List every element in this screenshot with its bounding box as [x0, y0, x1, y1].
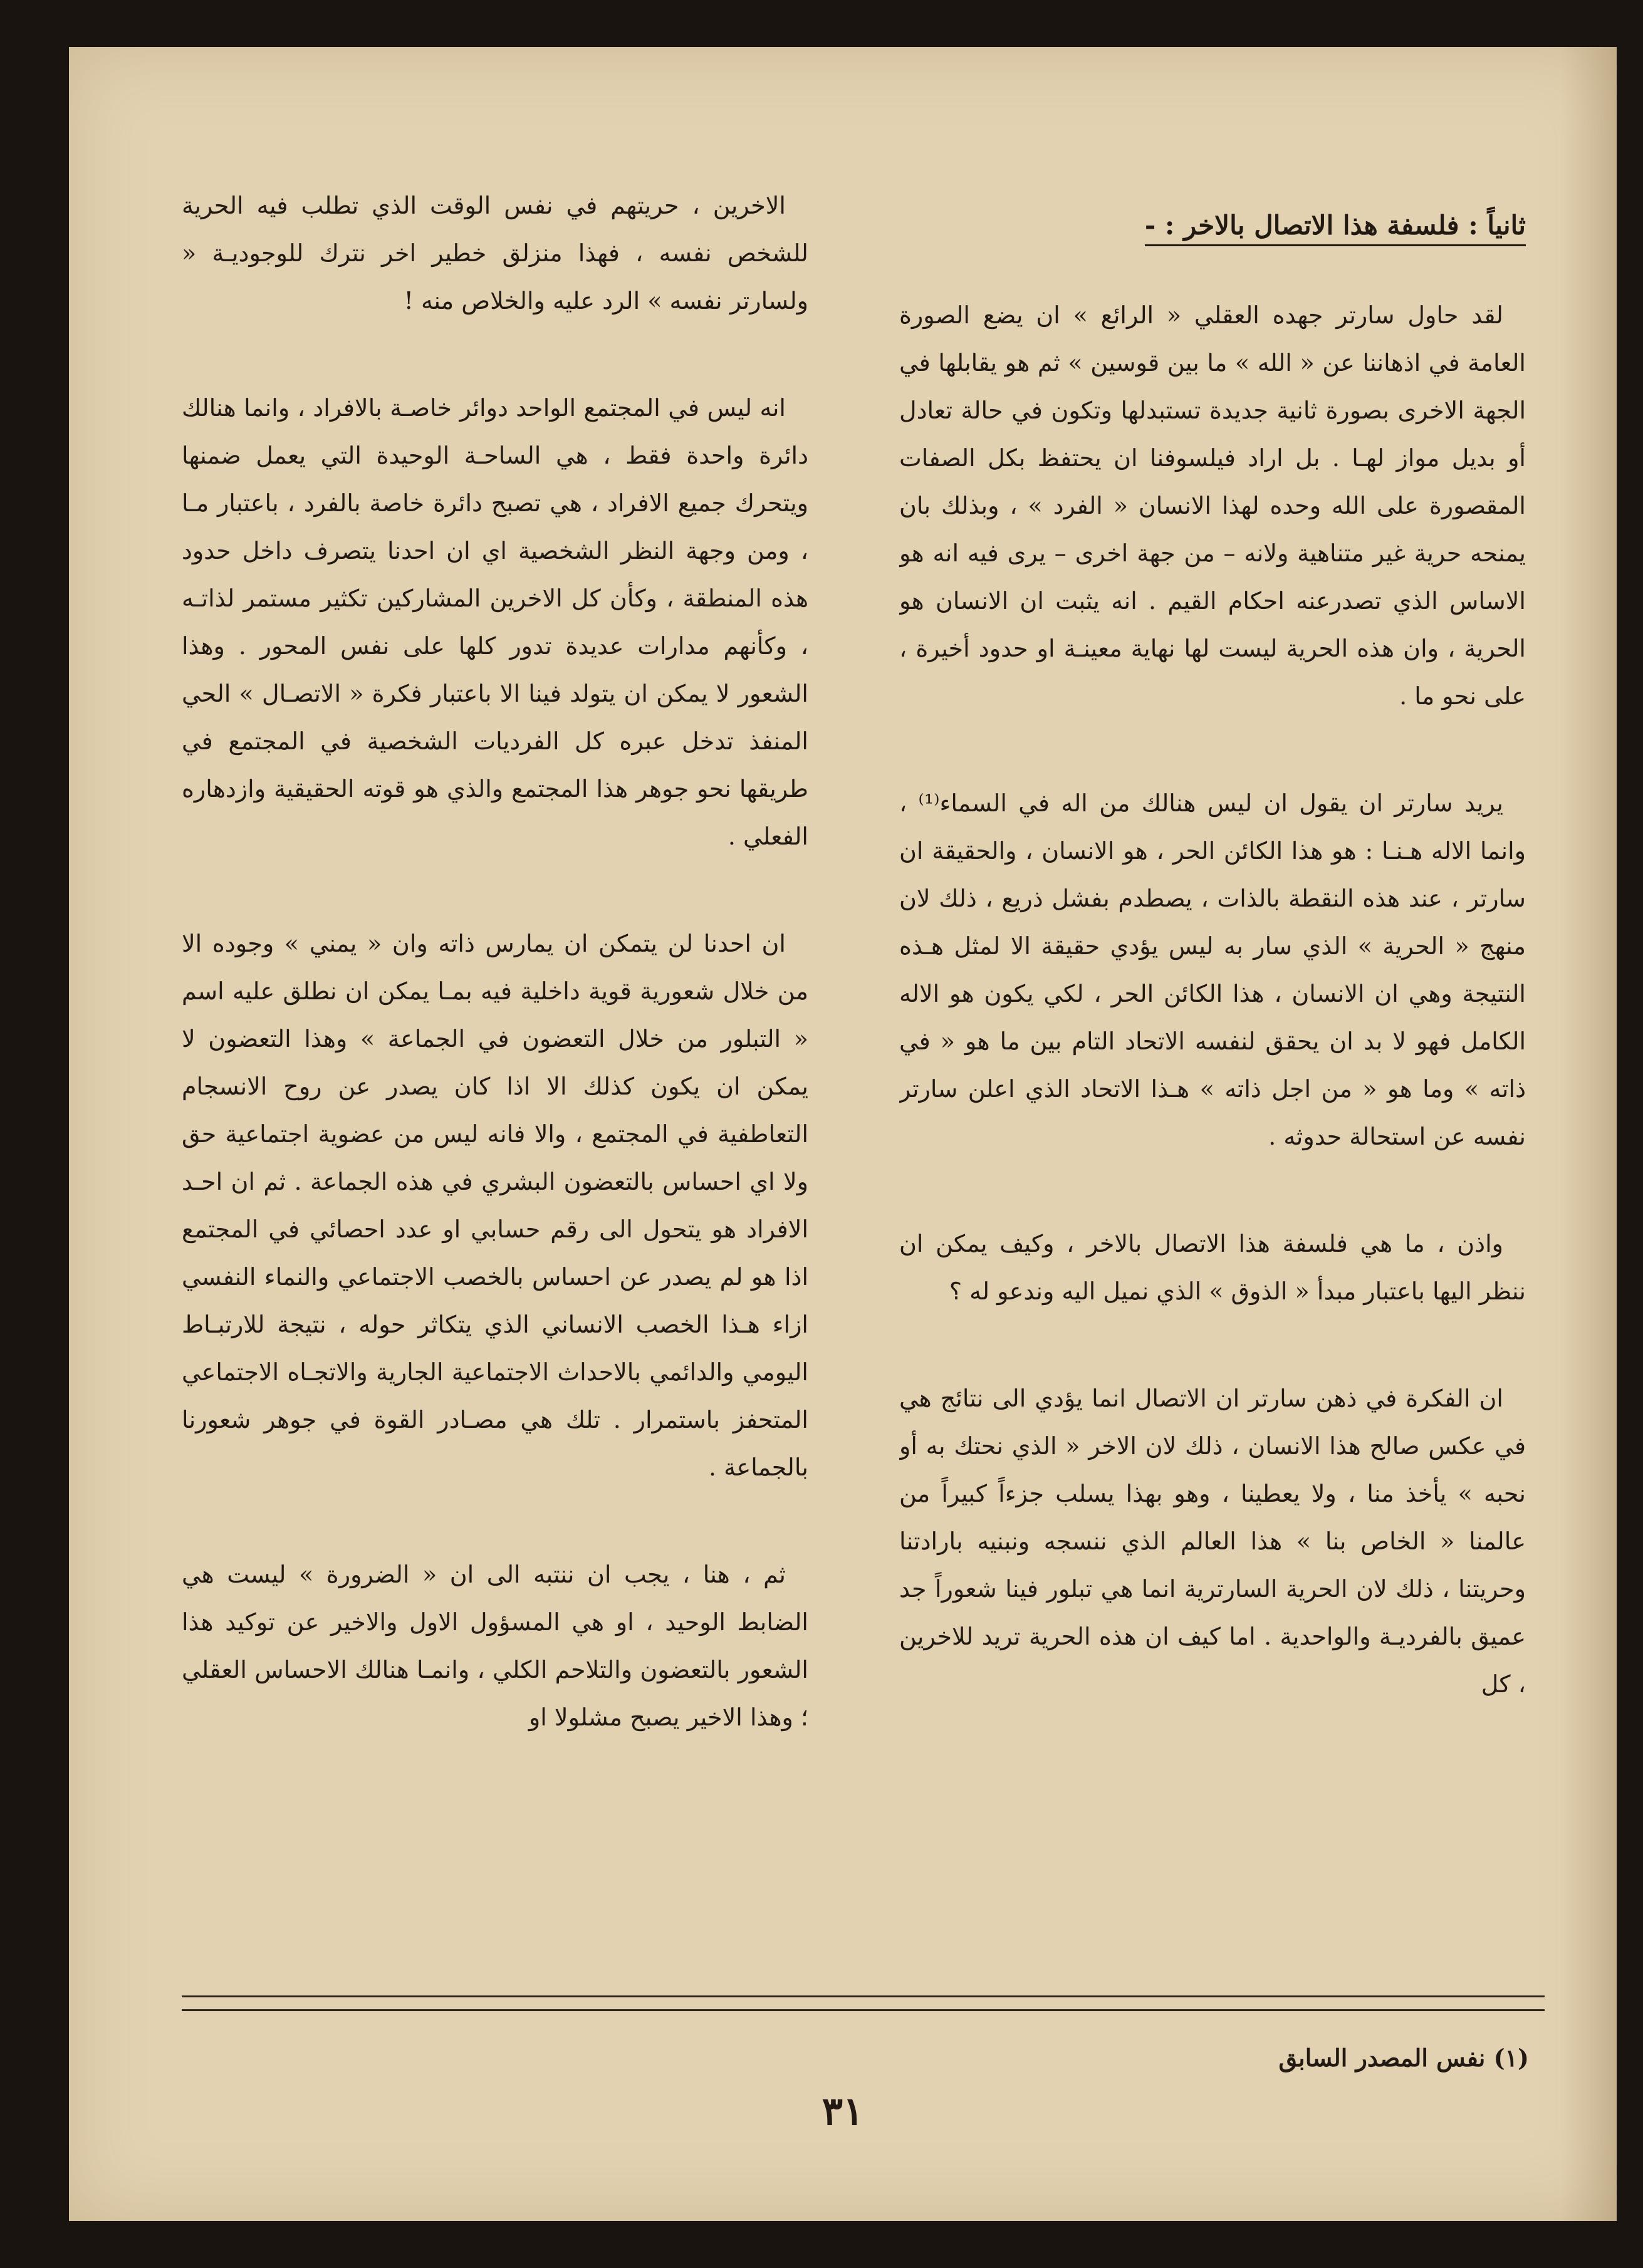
paragraph: لقد حاول سارتر جهده العقلي « الرائع » ان يضع الصورة العامة في اذهاننا عن « الله » ما بين قوسين » ثم هو يقابلها في الجهة الاخرى بصورة ثانية جديدة تستبدلها وتكون في حالة تعادل أو بديل مواز لهـا . بل اراد فيلسوفنا ان يحتفظ بكل الصفات المقصورة على الله وحده لهذا الانسان « الفرد » ، وبذلك بان يمنحه حرية غير متناهية ولانه – من جهة اخرى – يرى فيه انه هو الاساس الذي تصدرعنه احكام القيم . انه يثبت ان الانسان هو الحرية ، وان هذه الحرية ليست لها نهاية معينـة او حدود أخيرة ، على نحو ما .	[899, 301, 1526, 710]
paragraph: يريد سارتر ان يقول ان ليس هنالك من اله في السماء⁽¹⁾ ، وانما الاله هـنـا : هو هذا الكائن الحر ، هو الانسان ، والحقيقة ان سارتر ، عند هذه النقطة بالذات ، يصطدم بفشل ذريع ، ذلك لان منهج « الحرية » الذي سار به ليس يؤدي حقيقة الا لمثل هـذه النتيجة وهي ان الانسان ، هذا الكائن الحر ، لكي يكون هو الاله الكامل فهو لا بد ان يحقق لنفسه الاتحاد التام بين ما هو « في ذاته » وما هو « من اجل ذاته » هـذا الاتحاد الذي اعلن سارتر نفسه عن استحالة حدوثه .	[899, 789, 1526, 1150]
paragraph: انه ليس في المجتمع الواحد دوائر خاصـة بالافراد ، وانما هنالك دائرة واحدة فقط ، هي الساحـة الوحيدة التي يعمل ضمنها ويتحرك جميع الافراد ، هي تصبح دائرة خاصة بالفرد ، باعتبار مـا ، ومن وجهة النظر الشخصية اي ان احدنا يتصرف داخل حدود هذه المنطقة ، وكأن كل الاخرين المشاركين تكثير مستمر لذاتـه ، وكأنهم مدارات عديدة تدور كلها على نفس المحور . وهذا الشعور لا يمكن ان يتولد فينا الا باعتبار فكرة « الاتصـال » الحي المنفذ تدخل عبره كل الفرديات الشخصية في المجتمع في طريقها نحو جوهر هذا المجتمع والذي هو قوته الحقيقية وازدهاره الفعلي .	[182, 394, 808, 850]
footnote-separator-line	[182, 1995, 1545, 1997]
document-page	[69, 47, 1617, 2221]
page-binding-shadow	[1560, 47, 1617, 2221]
footnote: (١) نفس المصدر السابق	[1278, 2044, 1529, 2072]
paragraph: ان احدنا لن يتمكن ان يمارس ذاته وان « يمني » وجوده الا من خلال شعورية قوية داخلية فيه بمـا يمكن ان نطلق عليه اسم « التبلور من خلال التعضون في الجماعة » وهذا التعضون لا يمكن ان يكون كذلك الا اذا كان يصدر عن روح الانسجام التعاطفية في المجتمع ، والا فانه ليس من عضوية اجتماعية حق ولا اي احساس بالتعضون البشري في هذه الجماعة . ثم ان احـد الافراد هو يتحول الى رقم حسابي او عدد احصائي في المجتمع اذا هو لم يصدر عن احساس بالخصب الاجتماعي والنماء النفسي ازاء هـذا الخصب الانساني الذي يتكاثر حوله ، نتيجة للارتبـاط اليومي والدائمي بالاحداث الاجتماعية الجارية والاتجـاه الاجتماعي المتحفز باستمرار . تلك هي مصـادر القوة في جوهر شعورنا بالجماعة .	[182, 930, 808, 1481]
section-heading-text: ثانياً : فلسفة هذا الاتصال بالاخر : -	[1145, 210, 1526, 246]
page-number: ٣١	[822, 2088, 864, 2134]
left-text-column	[182, 182, 808, 1986]
paragraph: ثم ، هنا ، يجب ان ننتبه الى ان « الضرورة » ليست هي الضابط الوحيد ، او هي المسؤول الاول والاخير عن توكيد هذا الشعور بالتعضون والتلاحم الكلي ، وانمـا هنالك الاحساس العقلي ؛ وهذا الاخير يصبح مشلولا او	[182, 1561, 808, 1731]
paragraph: واذن ، ما هي فلسفة هذا الاتصال بالاخر ، وكيف يمكن ان ننظر اليها باعتبار مبدأ « الذوق » الذي نميل اليه وندعو له ؟	[899, 1230, 1526, 1305]
footnote-separator-line	[182, 2009, 1545, 2011]
paragraph: الاخرين ، حريتهم في نفس الوقت الذي تطلب فيه الحرية للشخص نفسه ، فهذا منزلق خطير اخر نترك للوجوديـة « ولسارتر نفسه » الرد عليه والخلاص منه !	[182, 192, 808, 315]
paragraph: ان الفكرة في ذهن سارتر ان الاتصال انما يؤدي الى نتائج هي في عكس صالح هذا الانسان ، ذلك لان الاخر « الذي نحتك به أو نحبه » يأخذ منا ، ولا يعطينا ، وهو بهذا يسلب جزءاً كبيراً من عالمنا « الخاص بنا » هذا العالم الذي ننسجه ونبنيه بارادتنا وحريتنا ، ذلك لان الحرية السارترية انما هي تبلور فينا شعوراً جد عميق بالفرديـة والواحدية . اما كيف ان هذه الحرية تريد للاخرين ، كل	[899, 1385, 1526, 1698]
section-heading	[899, 207, 1526, 244]
right-text-column	[899, 182, 1526, 1986]
